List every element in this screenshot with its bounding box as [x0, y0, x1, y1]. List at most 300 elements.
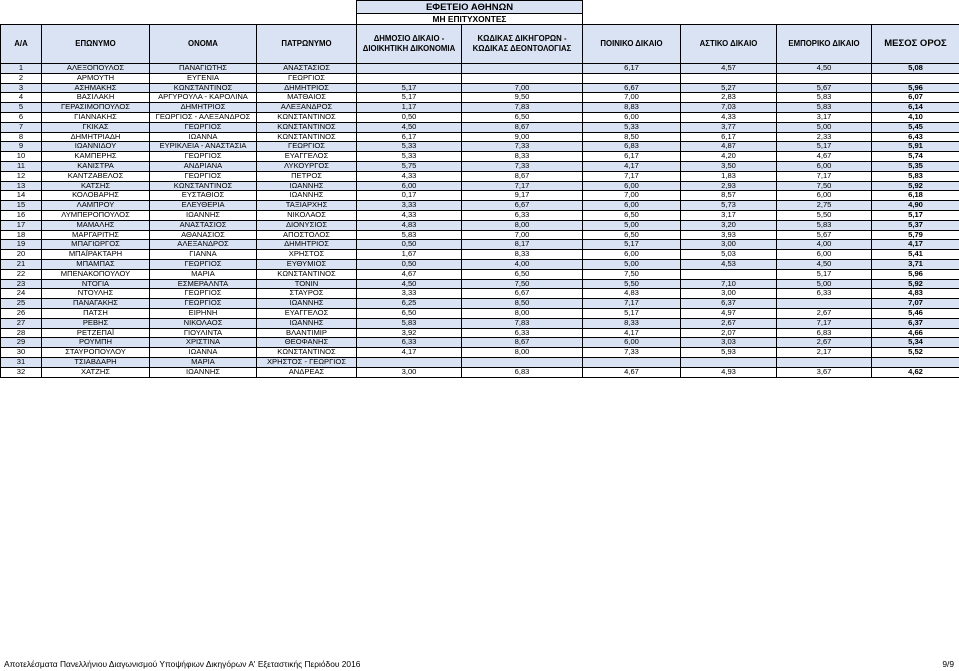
cell-civil: 4,33	[681, 112, 777, 122]
cell-civil: 5,03	[681, 250, 777, 260]
cell-surname: ΜΠΑΓΙΩΡΓΟΣ	[42, 240, 150, 250]
cell-average: 5,35	[872, 161, 959, 171]
cell-commercial: 4,50	[777, 64, 872, 74]
cell-public-law: 6,33	[357, 338, 462, 348]
cell-commercial: 5,17	[777, 142, 872, 152]
cell-surname: ΣΤΑΥΡΟΠΟΥΛΟΥ	[42, 348, 150, 358]
cell-commercial	[777, 357, 872, 367]
table-row	[1, 161, 959, 171]
cell-codes: 7,33	[462, 142, 583, 152]
cell-civil: 3,17	[681, 210, 777, 220]
cell-criminal	[583, 357, 681, 367]
cell-surname: ΧΑΤΖΗΣ	[42, 367, 150, 377]
cell-public-law	[357, 357, 462, 367]
cell-father: ΔΗΜΗΤΡΙΟΣ	[257, 240, 357, 250]
cell-criminal: 6,00	[583, 201, 681, 211]
cell-criminal	[583, 73, 681, 83]
cell-civil: 3,00	[681, 240, 777, 250]
cell-surname: ΡΕΤΖΕΠΑΪ	[42, 328, 150, 338]
cell-aa: 3	[1, 83, 42, 93]
table-row	[1, 308, 959, 318]
cell-aa: 5	[1, 103, 42, 113]
cell-surname: ΚΑΝΙΣΤΡΑ	[42, 161, 150, 171]
table-row	[1, 112, 959, 122]
cell-public-law: 4,33	[357, 171, 462, 181]
cell-codes: 8,00	[462, 220, 583, 230]
cell-codes: 6,83	[462, 367, 583, 377]
cell-surname: ΓΕΡΑΣΙΜΟΠΟΥΛΟΣ	[42, 103, 150, 113]
cell-surname: ΡΕΒΗΣ	[42, 318, 150, 328]
cell-criminal: 6,00	[583, 181, 681, 191]
cell-aa: 13	[1, 181, 42, 191]
cell-public-law: 5,83	[357, 230, 462, 240]
cell-average: 6,07	[872, 93, 959, 103]
cell-codes: 8,33	[462, 250, 583, 260]
cell-criminal: 4,67	[583, 367, 681, 377]
cell-name: ΓΕΩΡΓΙΟΣ - ΑΛΕΞΑΝΔΡΟΣ	[150, 112, 257, 122]
table-row	[1, 103, 959, 113]
cell-father: ΕΥΑΓΓΕΛΟΣ	[257, 152, 357, 162]
cell-name: ΜΑΡΙΑ	[150, 357, 257, 367]
cell-aa: 8	[1, 132, 42, 142]
cell-father: ΝΙΚΟΛΑΟΣ	[257, 210, 357, 220]
cell-surname: ΜΑΡΓΑΡΙΤΗΣ	[42, 230, 150, 240]
cell-aa: 9	[1, 142, 42, 152]
cell-father: ΜΑΤΘΑΙΟΣ	[257, 93, 357, 103]
cell-aa: 12	[1, 171, 42, 181]
table-row	[1, 259, 959, 269]
cell-commercial: 2,75	[777, 201, 872, 211]
cell-commercial: 5,00	[777, 279, 872, 289]
cell-average: 5,37	[872, 220, 959, 230]
cell-name: ΓΕΩΡΓΙΟΣ	[150, 171, 257, 181]
cell-aa: 15	[1, 201, 42, 211]
cell-aa: 18	[1, 230, 42, 240]
cell-name: ΑΝΔΡΙΑΝΑ	[150, 161, 257, 171]
col-header-aa: Α/Α	[1, 25, 42, 64]
cell-father: ΧΡΗΣΤΟΣ	[257, 250, 357, 260]
cell-average: 4,10	[872, 112, 959, 122]
cell-father: ΑΝΔΡΕΑΣ	[257, 367, 357, 377]
table-row	[1, 299, 959, 309]
page-number: 9/9	[942, 659, 954, 669]
cell-average: 5,46	[872, 308, 959, 318]
table-row	[1, 93, 959, 103]
cell-surname: ΓΙΑΝΝΑΚΗΣ	[42, 112, 150, 122]
cell-father: ΙΩΑΝΝΗΣ	[257, 181, 357, 191]
cell-civil: 3,93	[681, 230, 777, 240]
cell-surname: ΝΤΟΓΙΑ	[42, 279, 150, 289]
cell-civil: 3,50	[681, 161, 777, 171]
cell-average: 5,17	[872, 210, 959, 220]
cell-public-law: 0,50	[357, 112, 462, 122]
cell-name: ΕΥΓΕΝΙΑ	[150, 73, 257, 83]
cell-surname: ΙΩΑΝΝΙΔΟΥ	[42, 142, 150, 152]
cell-father: ΑΠΟΣΤΟΛΟΣ	[257, 230, 357, 240]
cell-name: ΓΕΩΡΓΙΟΣ	[150, 289, 257, 299]
cell-name: ΕΥΣΤΑΘΙΟΣ	[150, 191, 257, 201]
cell-average: 5,96	[872, 83, 959, 93]
table-row	[1, 191, 959, 201]
cell-civil: 2,07	[681, 328, 777, 338]
cell-public-law: 4,50	[357, 122, 462, 132]
cell-civil	[681, 357, 777, 367]
cell-codes: 7,83	[462, 103, 583, 113]
cell-commercial: 3,17	[777, 112, 872, 122]
cell-name: ΓΙΑΝΝΑ	[150, 250, 257, 260]
cell-surname: ΑΛΕΞΟΠΟΥΛΟΣ	[42, 64, 150, 74]
cell-civil: 6,37	[681, 299, 777, 309]
cell-civil: 2,67	[681, 318, 777, 328]
cell-public-law: 1,17	[357, 103, 462, 113]
cell-surname: ΜΠΑΪΡΑΚΤΑΡΗ	[42, 250, 150, 260]
cell-civil: 7,03	[681, 103, 777, 113]
cell-aa: 23	[1, 279, 42, 289]
cell-name: ΕΙΡΗΝΗ	[150, 308, 257, 318]
cell-criminal: 6,50	[583, 230, 681, 240]
cell-commercial: 6,33	[777, 289, 872, 299]
cell-commercial: 6,00	[777, 191, 872, 201]
cell-father: ΑΛΕΞΑΝΔΡΟΣ	[257, 103, 357, 113]
cell-father: ΚΩΝΣΤΑΝΤΙΝΟΣ	[257, 132, 357, 142]
cell-criminal: 8,33	[583, 318, 681, 328]
cell-aa: 10	[1, 152, 42, 162]
cell-average: 5,83	[872, 171, 959, 181]
cell-criminal: 7,50	[583, 269, 681, 279]
cell-surname: ΒΑΣΙΛΑΚΗ	[42, 93, 150, 103]
cell-father: ΙΩΑΝΝΗΣ	[257, 299, 357, 309]
cell-surname: ΔΗΜΗΤΡΙΑΔΗ	[42, 132, 150, 142]
col-header-civil: ΑΣΤΙΚΟ ΔΙΚΑΙΟ	[681, 25, 777, 64]
cell-name: ΙΩΑΝΝΑ	[150, 132, 257, 142]
cell-criminal: 5,50	[583, 279, 681, 289]
cell-aa: 30	[1, 348, 42, 358]
cell-public-law: 4,17	[357, 348, 462, 358]
cell-average: 6,14	[872, 103, 959, 113]
cell-public-law: 4,67	[357, 269, 462, 279]
cell-father: ΙΩΑΝΝΗΣ	[257, 191, 357, 201]
cell-average	[872, 357, 959, 367]
cell-codes: 6,33	[462, 210, 583, 220]
cell-aa: 1	[1, 64, 42, 74]
cell-surname: ΚΑΤΣΗΣ	[42, 181, 150, 191]
col-header-public-law: ΔΗΜΟΣΙΟ ΔΙΚΑΙΟ - ΔΙΟΙΚΗΤΙΚΗ ΔΙΚΟΝΟΜΙΑ	[357, 25, 462, 64]
table-row	[1, 279, 959, 289]
cell-aa: 21	[1, 259, 42, 269]
cell-civil: 7,10	[681, 279, 777, 289]
cell-father: ΓΕΩΡΓΙΟΣ	[257, 73, 357, 83]
cell-public-law: 3,00	[357, 367, 462, 377]
cell-name: ΓΕΩΡΓΙΟΣ	[150, 259, 257, 269]
col-header-average: ΜΕΣΟΣ ΟΡΟΣ	[872, 25, 959, 64]
cell-father: ΤΟΝΙΝ	[257, 279, 357, 289]
court-title: ΕΦΕΤΕΙΟ ΑΘΗΝΩΝ	[357, 1, 583, 14]
cell-name: ΚΩΝΣΤΑΝΤΙΝΟΣ	[150, 181, 257, 191]
cell-average: 3,71	[872, 259, 959, 269]
cell-criminal: 5,17	[583, 308, 681, 318]
cell-name: ΓΕΩΡΓΙΟΣ	[150, 299, 257, 309]
cell-name: ΝΙΚΟΛΑΟΣ	[150, 318, 257, 328]
cell-name: ΑΛΕΞΑΝΔΡΟΣ	[150, 240, 257, 250]
cell-father: ΚΩΝΣΤΑΝΤΙΝΟΣ	[257, 269, 357, 279]
cell-codes: 7,83	[462, 318, 583, 328]
cell-commercial: 7,50	[777, 181, 872, 191]
col-header-surname: ΕΠΩΝΥΜΟ	[42, 25, 150, 64]
cell-criminal: 6,83	[583, 142, 681, 152]
cell-civil: 5,73	[681, 201, 777, 211]
cell-father: ΛΥΚΟΥΡΓΟΣ	[257, 161, 357, 171]
column-header-row	[1, 25, 959, 64]
cell-public-law: 3,33	[357, 201, 462, 211]
cell-commercial: 6,83	[777, 328, 872, 338]
cell-average: 5,96	[872, 269, 959, 279]
cell-aa: 27	[1, 318, 42, 328]
cell-codes: 4,00	[462, 259, 583, 269]
table-row	[1, 318, 959, 328]
cell-public-law: 4,83	[357, 220, 462, 230]
cell-aa: 16	[1, 210, 42, 220]
cell-commercial: 2,17	[777, 348, 872, 358]
title-row	[1, 1, 959, 14]
cell-public-law: 0,50	[357, 259, 462, 269]
cell-public-law: 1,67	[357, 250, 462, 260]
cell-name: ΓΙΟΥΛΙΝΤΑ	[150, 328, 257, 338]
cell-commercial: 5,17	[777, 269, 872, 279]
cell-commercial: 5,83	[777, 220, 872, 230]
page-footer	[4, 659, 954, 669]
cell-average: 5,79	[872, 230, 959, 240]
cell-codes: 7,50	[462, 279, 583, 289]
cell-criminal: 7,33	[583, 348, 681, 358]
cell-public-law: 5,17	[357, 93, 462, 103]
cell-criminal: 7,17	[583, 171, 681, 181]
cell-public-law: 3,33	[357, 289, 462, 299]
cell-father: ΣΤΑΥΡΟΣ	[257, 289, 357, 299]
cell-name: ΙΩΑΝΝΗΣ	[150, 210, 257, 220]
cell-commercial	[777, 299, 872, 309]
cell-codes: 8,67	[462, 122, 583, 132]
cell-criminal: 6,00	[583, 112, 681, 122]
cell-commercial: 5,00	[777, 122, 872, 132]
cell-codes: 9,50	[462, 93, 583, 103]
cell-codes: 7,00	[462, 83, 583, 93]
cell-commercial: 5,83	[777, 103, 872, 113]
cell-criminal: 7,00	[583, 191, 681, 201]
cell-public-law: 4,33	[357, 210, 462, 220]
cell-father: ΙΩΑΝΝΗΣ	[257, 318, 357, 328]
table-row	[1, 338, 959, 348]
cell-civil: 2,93	[681, 181, 777, 191]
cell-father: ΔΙΟΝΥΣΙΟΣ	[257, 220, 357, 230]
cell-surname: ΜΠΕΝΑΚΟΠΟΥΛΟΥ	[42, 269, 150, 279]
cell-name: ΕΣΜΕΡΑΛΝΤΑ	[150, 279, 257, 289]
table-row	[1, 64, 959, 74]
cell-average: 5,41	[872, 250, 959, 260]
cell-aa: 26	[1, 308, 42, 318]
cell-commercial: 5,67	[777, 83, 872, 93]
cell-commercial: 5,67	[777, 230, 872, 240]
cell-father: ΠΕΤΡΟΣ	[257, 171, 357, 181]
cell-aa: 4	[1, 93, 42, 103]
cell-aa: 29	[1, 338, 42, 348]
cell-criminal: 4,17	[583, 161, 681, 171]
cell-average	[872, 73, 959, 83]
cell-codes: 6,50	[462, 112, 583, 122]
cell-civil	[681, 73, 777, 83]
cell-surname: ΤΣΙΑΒΔΑΡΗ	[42, 357, 150, 367]
cell-civil: 4,97	[681, 308, 777, 318]
cell-average: 5,08	[872, 64, 959, 74]
cell-criminal: 8,50	[583, 132, 681, 142]
cell-commercial: 6,00	[777, 161, 872, 171]
cell-aa: 19	[1, 240, 42, 250]
table-row	[1, 289, 959, 299]
table-row	[1, 152, 959, 162]
cell-commercial: 4,50	[777, 259, 872, 269]
cell-aa: 22	[1, 269, 42, 279]
cell-civil: 3,00	[681, 289, 777, 299]
table-row	[1, 367, 959, 377]
cell-criminal: 5,00	[583, 259, 681, 269]
cell-public-law: 6,00	[357, 181, 462, 191]
table-row	[1, 181, 959, 191]
cell-aa: 11	[1, 161, 42, 171]
table-body	[1, 1, 959, 378]
cell-civil: 3,20	[681, 220, 777, 230]
cell-surname: ΚΟΛΟΒΑΡΗΣ	[42, 191, 150, 201]
cell-criminal: 6,00	[583, 250, 681, 260]
cell-civil: 1,83	[681, 171, 777, 181]
cell-average: 5,92	[872, 181, 959, 191]
cell-commercial: 6,00	[777, 250, 872, 260]
table-row	[1, 171, 959, 181]
table-row	[1, 240, 959, 250]
cell-public-law: 5,17	[357, 83, 462, 93]
cell-aa: 25	[1, 299, 42, 309]
cell-criminal: 8,83	[583, 103, 681, 113]
table-row	[1, 210, 959, 220]
cell-public-law: 5,75	[357, 161, 462, 171]
cell-aa: 24	[1, 289, 42, 299]
cell-criminal: 6,17	[583, 152, 681, 162]
col-header-codes: ΚΩΔΙΚΑΣ ΔΙΚΗΓΟΡΩΝ - ΚΩΔΙΚΑΣ ΔΕΟΝΤΟΛΟΓΙΑΣ	[462, 25, 583, 64]
cell-surname: ΛΥΜΠΕΡΟΠΟΥΛΟΣ	[42, 210, 150, 220]
cell-aa: 6	[1, 112, 42, 122]
cell-aa: 32	[1, 367, 42, 377]
table-row	[1, 132, 959, 142]
cell-name: ΑΡΓΥΡΟΥΛΑ - ΚΑΡΟΛΙΝΑ	[150, 93, 257, 103]
cell-name: ΚΩΝΣΤΑΝΤΙΝΟΣ	[150, 83, 257, 93]
cell-codes: 9,17	[462, 191, 583, 201]
cell-name: ΓΕΩΡΓΙΟΣ	[150, 152, 257, 162]
table-row	[1, 357, 959, 367]
cell-codes: 8,50	[462, 299, 583, 309]
cell-criminal: 6,50	[583, 210, 681, 220]
cell-aa: 17	[1, 220, 42, 230]
cell-criminal: 5,33	[583, 122, 681, 132]
cell-codes: 8,00	[462, 308, 583, 318]
cell-codes: 7,17	[462, 181, 583, 191]
table-row	[1, 348, 959, 358]
cell-commercial: 5,50	[777, 210, 872, 220]
cell-average: 4,62	[872, 367, 959, 377]
cell-name: ΠΑΝΑΓΙΩΤΗΣ	[150, 64, 257, 74]
cell-surname: ΑΣΗΜΑΚΗΣ	[42, 83, 150, 93]
cell-commercial: 7,17	[777, 318, 872, 328]
cell-public-law: 5,33	[357, 152, 462, 162]
cell-civil: 6,17	[681, 132, 777, 142]
cell-father: ΔΗΜΗΤΡΙΟΣ	[257, 83, 357, 93]
subtitle-row	[1, 14, 959, 25]
cell-codes: 8,17	[462, 240, 583, 250]
cell-codes	[462, 357, 583, 367]
cell-name: ΕΛΕΥΘΕΡΙΑ	[150, 201, 257, 211]
col-header-name: ΟΝΟΜΑ	[150, 25, 257, 64]
cell-public-law: 0,50	[357, 240, 462, 250]
cell-commercial: 4,67	[777, 152, 872, 162]
cell-criminal: 6,67	[583, 83, 681, 93]
cell-name: ΙΩΑΝΝΗΣ	[150, 367, 257, 377]
cell-civil: 4,57	[681, 64, 777, 74]
cell-average: 4,90	[872, 201, 959, 211]
cell-name: ΑΘΑΝΑΣΙΟΣ	[150, 230, 257, 240]
cell-aa: 31	[1, 357, 42, 367]
cell-public-law: 4,50	[357, 279, 462, 289]
cell-father: ΓΕΩΡΓΙΟΣ	[257, 142, 357, 152]
cell-average: 5,52	[872, 348, 959, 358]
cell-civil: 8,57	[681, 191, 777, 201]
cell-father: ΑΝΑΣΤΑΣΙΟΣ	[257, 64, 357, 74]
cell-civil: 4,87	[681, 142, 777, 152]
cell-codes: 6,50	[462, 269, 583, 279]
cell-criminal: 7,00	[583, 93, 681, 103]
cell-civil: 5,93	[681, 348, 777, 358]
cell-average: 5,92	[872, 279, 959, 289]
table-row	[1, 328, 959, 338]
cell-codes: 8,33	[462, 152, 583, 162]
cell-public-law: 0,17	[357, 191, 462, 201]
cell-commercial: 5,83	[777, 93, 872, 103]
cell-civil: 3,03	[681, 338, 777, 348]
cell-surname: ΚΑΜΠΕΡΗΣ	[42, 152, 150, 162]
cell-name: ΧΡΙΣΤΙΝΑ	[150, 338, 257, 348]
footer-text: Αποτελέσματα Πανελλήνιου Διαγωνισμού Υποψήφιων Δικηγόρων Α' Εξεταστικής Περιόδου 2016	[4, 659, 361, 669]
cell-public-law	[357, 64, 462, 74]
table-row	[1, 201, 959, 211]
cell-public-law: 5,33	[357, 142, 462, 152]
cell-codes: 6,67	[462, 201, 583, 211]
cell-father: ΚΩΝΣΤΑΝΤΙΝΟΣ	[257, 122, 357, 132]
cell-codes: 6,67	[462, 289, 583, 299]
cell-criminal: 6,17	[583, 64, 681, 74]
section-subtitle: ΜΗ ΕΠΙΤΥΧΟΝΤΕΣ	[357, 14, 583, 25]
cell-codes: 7,00	[462, 230, 583, 240]
cell-criminal: 6,00	[583, 338, 681, 348]
table-row	[1, 269, 959, 279]
cell-codes: 9,00	[462, 132, 583, 142]
cell-surname: ΚΑΝΤΖΑΒΕΛΟΣ	[42, 171, 150, 181]
cell-name: ΑΝΑΣΤΑΣΙΟΣ	[150, 220, 257, 230]
cell-codes: 8,00	[462, 348, 583, 358]
cell-father: ΧΡΗΣΤΟΣ - ΓΕΩΡΓΙΟΣ	[257, 357, 357, 367]
cell-name: ΓΕΩΡΓΙΟΣ	[150, 122, 257, 132]
cell-aa: 2	[1, 73, 42, 83]
cell-aa: 28	[1, 328, 42, 338]
cell-civil: 2,83	[681, 93, 777, 103]
cell-name: ΜΑΡΙΑ	[150, 269, 257, 279]
table-row	[1, 142, 959, 152]
cell-codes: 6,33	[462, 328, 583, 338]
